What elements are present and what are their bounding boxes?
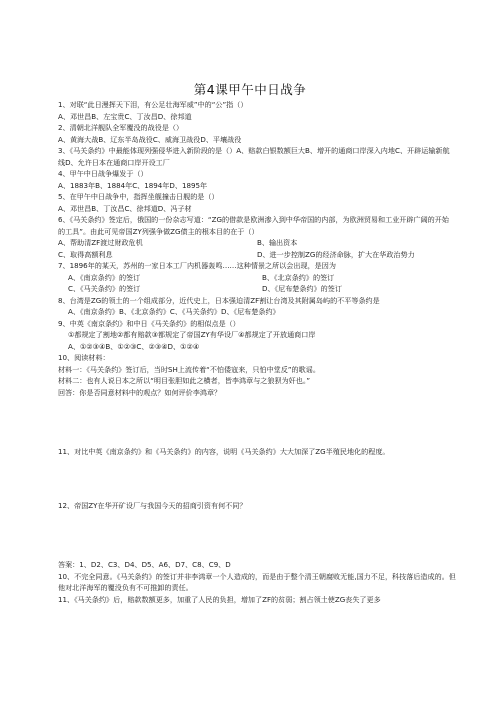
document-body: [58, 99, 456, 605]
answer-space-10: [58, 398, 456, 446]
question-10-material-2: 材料二：也有人说日本之所以“明目张胆如此之横者，皆李鸿章与之狼狈为奸也。”: [58, 376, 311, 385]
question-10-heading: 10、阅读材料：: [58, 353, 110, 362]
answer-11: 11、《马关条约》后，赔款数额更多，加重了人民的负担，增加了ZF的贫弱；割占领土使ZG丧失了更多: [58, 594, 381, 604]
question-10-material-1: 材料一：《马关条约》签订后，当时SH上流传着“不怕倭寇来，只怕中堂反”的歌谣。: [58, 364, 320, 374]
answer-space-11: [58, 458, 456, 500]
question-1: 1、对联“此日漫挥天下泪，有公足壮海军威”中的“公”指（）: [58, 100, 248, 109]
question-11: 11、对比中英《南京条约》和《马关条约》的内容，说明《马关条约》大大加深了ZG半殖民地化的程度。: [58, 447, 390, 456]
question-9-items: ①都规定了割地②都有赔款③都规定了帝国ZY有华设厂④都规定了开放通商口岸: [68, 330, 316, 339]
question-4-options: A、1883年B、1884年C、1894年D、1895年: [58, 180, 208, 190]
question-6-options-row-2: [58, 249, 456, 261]
question-6-option-d: D、进一步控制ZG的经济命脉，扩大在华政治势力: [257, 249, 415, 259]
question-9-options: A、①②③④B、①②③C、②③④D、①②④: [68, 341, 200, 351]
question-7-option-d: D、《尼布楚条约》的签订: [262, 284, 342, 293]
question-10-prompt: 回答：你是否同意材料中的观点？如何评价李鸿章？: [58, 387, 222, 397]
question-1-options: A、邓世昌B、左宝贵C、丁汝昌D、徐邦道: [58, 111, 192, 121]
question-9: 9、中英《南京条约》和中日《马关条约》的相似点是（）: [58, 318, 240, 328]
question-7-options-row-2: [58, 283, 456, 295]
answer-10: 10、不完全同意。《马关条约》的签订并非李鸿章一个人造成的，而是由于整个清王朝腐败无能,国力不足，科技落后造成的。但他对北洋海军的覆没负有不可推卸的责任。: [58, 571, 456, 592]
question-2-options: A、黄海大战B、辽东半岛战役C、威海卫战役D、平壤战役: [58, 134, 242, 144]
question-7-option-a: A、《南京条约》的签订: [68, 272, 141, 282]
answer-key: 答案：1、D2、C3、D4、D5、A6、D7、C8、C9、D: [58, 560, 231, 569]
question-7: 7、1896年的某天，苏州的一家日本工厂内机器轰鸣……这种情景之所以会出现，是因为: [58, 261, 336, 270]
question-2: 2、清朝北洋舰队全军覆没的战役是（）: [58, 123, 184, 132]
question-7-option-c: C、《马关条约》的签订: [68, 284, 141, 293]
question-7-options-row-1: [58, 272, 456, 284]
question-6-option-a: A、帮助清ZF渡过财政危机: [58, 238, 143, 247]
question-4: 4、甲午中日战争爆发于（）: [58, 169, 148, 178]
question-6: 6、《马关条约》签定后，俄国的一份杂志写道：“ZG的借款是欧洲渗入到中华帝国的内部，为欧洲贸易和工业开辟广阔的开始的工具”。由此可见帝国ZY列强争做ZG债主的根本目的在于（）: [58, 215, 449, 236]
question-6-options-row-1: [58, 237, 456, 249]
question-12: 12、帝国ZY在华开矿设厂与我国今天的招商引资有何不同？: [58, 500, 247, 510]
answer-space-12: [58, 511, 456, 559]
page-title: 第4课甲午中日战争: [193, 82, 307, 97]
question-6-option-c: C、取得高额利息: [58, 249, 113, 259]
question-5-options: A、邓世昌B、丁汝昌C、徐邦道D、冯子材: [58, 203, 192, 213]
question-8: 8、台湾是ZG的领土的一个组成部分，近代史上，日本强迫清ZF割让台湾及其附属岛屿的不平等条约是: [58, 295, 380, 305]
question-7-option-b: B、《北京条约》的签订: [262, 272, 335, 282]
question-8-options: A、《南京条约》B、《北京条约》C、《马关条约》D、《尼布楚条约》: [68, 307, 280, 316]
question-5: 5、在甲午中日战争中，指挥坐舰撞击日舰的是（）: [58, 192, 219, 201]
question-3: 3、《马关条约》中最能体现列强侵华进入新阶段的是（）A、赔款白银数额巨大B、增开的通商口岸深入内地C、开辟运输新航线D、允许日本在通商口岸开设工厂: [58, 146, 450, 167]
question-6-option-b: B、输出资本: [257, 238, 298, 247]
